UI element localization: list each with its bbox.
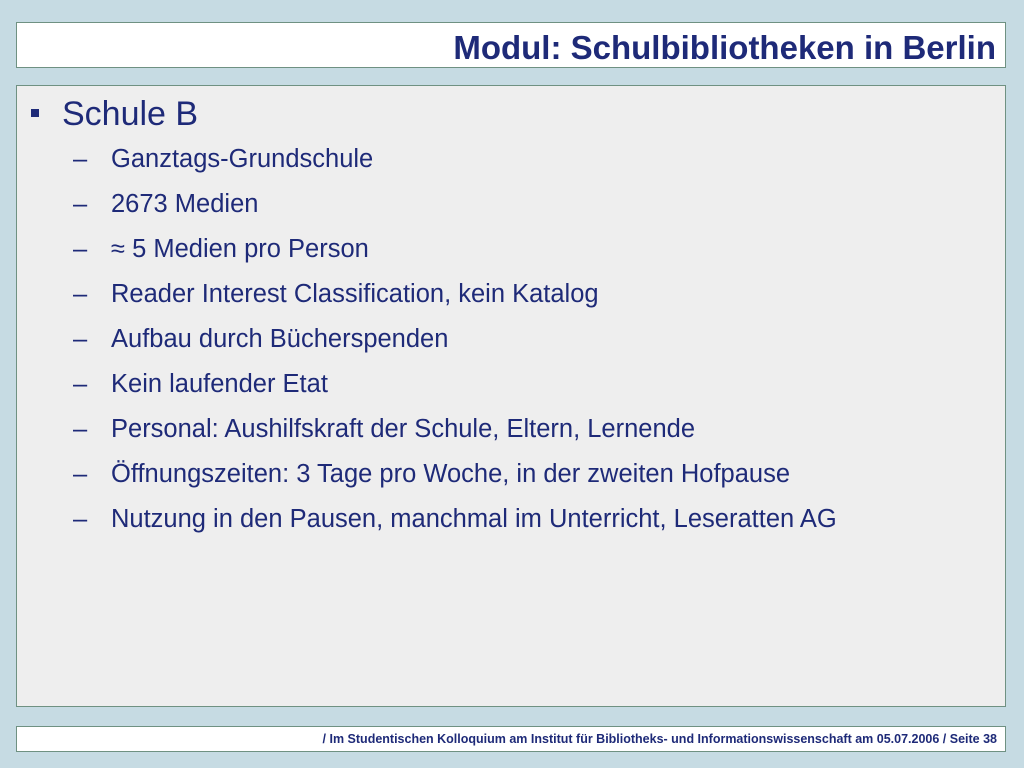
dash-icon: –: [73, 460, 88, 488]
list-item: [73, 369, 973, 399]
dash-icon: –: [73, 190, 88, 218]
list-item-text: Aufbau durch Bücherspenden: [111, 325, 449, 353]
title-bar: [16, 22, 1006, 68]
list-item: [73, 144, 973, 174]
slide-title: Modul: Schulbibliotheken in Berlin: [453, 29, 996, 66]
list-item-text: 2673 Medien: [111, 190, 259, 218]
dash-icon: –: [73, 235, 88, 263]
sub-bullet-list: [73, 144, 973, 549]
list-item-text: Kein laufender Etat: [111, 370, 328, 398]
content-panel: [16, 85, 1006, 707]
list-item: [73, 234, 973, 264]
dash-icon: –: [73, 370, 88, 398]
dash-icon: –: [73, 325, 88, 353]
list-item: [73, 189, 973, 219]
footer-bar: [16, 726, 1006, 752]
list-item: [73, 459, 973, 489]
list-item-text: Öffnungszeiten: 3 Tage pro Woche, in der zweiten Hofpause: [111, 460, 791, 488]
list-item-text: Personal: Aushilfskraft der Schule, Eltern, Lernende: [111, 415, 695, 443]
list-item: [73, 414, 973, 444]
list-item-text: ≈ 5 Medien pro Person: [111, 235, 369, 263]
list-item-text: Reader Interest Classification, kein Katalog: [111, 280, 599, 308]
main-bullet-label: Schule B: [62, 95, 199, 133]
list-item: [73, 324, 973, 354]
square-bullet-icon: [31, 109, 39, 117]
dash-icon: –: [73, 145, 88, 173]
dash-icon: –: [73, 415, 88, 443]
list-item-text: Nutzung in den Pausen, manchmal im Unterricht, Leseratten AG: [111, 505, 837, 533]
footer-text: / Im Studentischen Kolloquium am Institut für Bibliotheks- und Informationswissenschaft am 05.07.2006 / Seite 38: [322, 732, 997, 746]
dash-icon: –: [73, 505, 88, 533]
dash-icon: –: [73, 280, 88, 308]
list-item: [73, 279, 973, 309]
list-item-text: Ganztags-Grundschule: [111, 145, 374, 173]
list-item: [73, 504, 973, 534]
main-bullet: [31, 94, 198, 134]
